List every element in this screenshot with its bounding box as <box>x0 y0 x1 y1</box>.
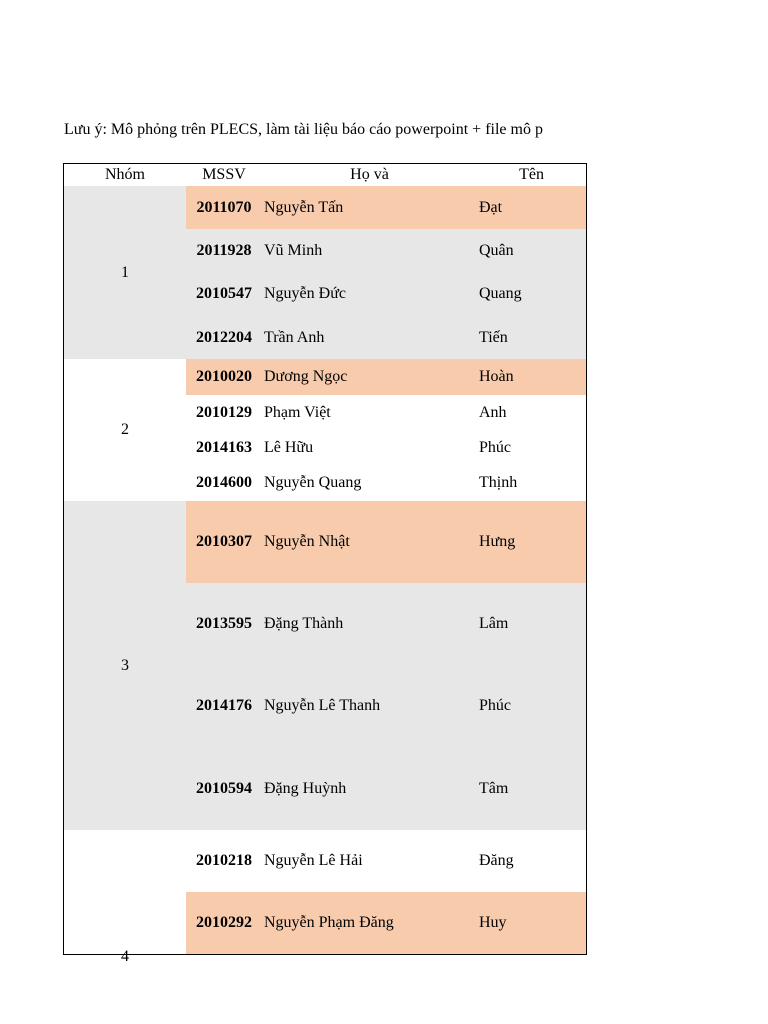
ho-cell-text: Nguyễn Đức <box>264 285 346 302</box>
group-cell-2-text: 2 <box>121 421 129 438</box>
mssv-cell-text: 2010547 <box>196 285 252 302</box>
ho-cell <box>262 892 478 955</box>
ho-cell <box>262 465 478 502</box>
header-group <box>63 163 187 187</box>
ten-cell-text: Phúc <box>479 438 511 456</box>
mssv-cell-text: 2012204 <box>196 328 252 346</box>
ten-cell-text: Tâm <box>479 779 509 797</box>
ten-cell-text: Tiến <box>479 328 508 346</box>
mssv-cell <box>186 501 263 584</box>
ten-cell <box>477 359 587 396</box>
ten-cell <box>477 430 587 466</box>
ho-cell <box>262 430 478 466</box>
mssv-cell-text: 2014163 <box>196 438 252 456</box>
ho-cell <box>262 501 478 584</box>
ten-cell-text: Đạt <box>479 198 503 216</box>
mssv-cell-text: 2011928 <box>196 241 252 259</box>
ho-cell <box>262 665 478 748</box>
ten-cell-text: Lâm <box>479 615 509 632</box>
mssv-cell <box>186 272 263 317</box>
header-ho <box>262 163 478 187</box>
ho-cell-text: Phạm Việt <box>264 403 331 421</box>
ho-cell-text: Nguyễn Lê Thanh <box>264 697 381 714</box>
ho-cell-text: Trần Anh <box>264 328 325 346</box>
ten-cell-text: Anh <box>479 403 507 421</box>
ten-cell <box>477 583 587 666</box>
group-cell-4 <box>63 830 187 965</box>
ho-cell <box>262 186 478 230</box>
ten-cell <box>477 830 587 893</box>
ho-cell-text: Vũ Minh <box>264 241 323 259</box>
ho-cell <box>262 316 478 360</box>
ho-cell <box>262 830 478 893</box>
ten-cell <box>477 272 587 317</box>
group-cell-1-text: 1 <box>121 263 129 281</box>
ho-cell-text: Nguyễn Phạm Đăng <box>264 914 394 931</box>
ten-cell-text: Quang <box>479 285 522 302</box>
mssv-cell <box>186 830 263 893</box>
ho-cell <box>262 583 478 666</box>
ho-cell <box>262 272 478 317</box>
group-cell-2 <box>63 359 187 502</box>
mssv-cell <box>186 465 263 502</box>
header-mssv <box>186 163 263 187</box>
mssv-cell-text: 2010292 <box>196 914 252 931</box>
ten-cell-text: Phúc <box>479 697 511 714</box>
ho-cell-text: Nguyễn Nhật <box>264 533 350 550</box>
ho-cell-text: Lê Hữu <box>264 438 314 456</box>
ho-cell <box>262 747 478 831</box>
mssv-cell-text: 2010307 <box>196 533 252 550</box>
ten-cell-text: Hoàn <box>479 368 514 385</box>
group-cell-1 <box>63 186 187 360</box>
mssv-cell <box>186 359 263 396</box>
header-ten-text: Tên <box>519 166 544 183</box>
ten-cell-text: Hưng <box>479 533 516 550</box>
ten-cell <box>477 316 587 360</box>
group-cell-3 <box>63 501 187 831</box>
ho-cell-text: Đặng Huỳnh <box>264 779 347 797</box>
group-cell-4-text: 4 <box>121 948 129 965</box>
ten-cell-text: Thịnh <box>479 474 518 491</box>
header-mssv-text: MSSV <box>202 166 246 183</box>
header-ho-text: Họ và <box>350 166 389 183</box>
ho-cell <box>262 359 478 396</box>
mssv-cell <box>186 892 263 955</box>
ten-cell-text: Huy <box>479 914 507 931</box>
ten-cell-text: Quân <box>479 241 514 259</box>
header-ten <box>477 163 587 187</box>
ho-cell-text: Nguyễn Quang <box>264 474 362 491</box>
mssv-cell-text: 2014600 <box>196 474 252 491</box>
ho-cell <box>262 395 478 431</box>
ten-cell <box>477 501 587 584</box>
ho-cell-text: Nguyễn Lê Hải <box>264 852 363 869</box>
mssv-cell-text: 2011070 <box>196 198 252 216</box>
ten-cell <box>477 747 587 831</box>
mssv-cell <box>186 316 263 360</box>
group-cell-3-text: 3 <box>121 656 129 674</box>
ho-cell <box>262 229 478 273</box>
mssv-cell <box>186 395 263 431</box>
ho-cell-text: Dương Ngọc <box>264 368 348 385</box>
mssv-cell-text: 2010218 <box>196 852 252 869</box>
header-group-text: Nhóm <box>105 166 145 183</box>
ten-cell <box>477 395 587 431</box>
mssv-cell-text: 2010020 <box>196 368 252 385</box>
note-text: Lưu ý: Mô phỏng trên PLECS, làm tài liệu báo cáo powerpoint + file mô p <box>64 121 543 138</box>
ho-cell-text: Nguyễn Tấn <box>264 198 344 216</box>
mssv-cell <box>186 186 263 230</box>
ten-cell <box>477 465 587 502</box>
mssv-cell <box>186 747 263 831</box>
ten-cell-text: Đăng <box>479 852 514 869</box>
ten-cell <box>477 665 587 748</box>
ho-cell-text: Đặng Thành <box>264 615 344 632</box>
mssv-cell <box>186 430 263 466</box>
mssv-cell <box>186 229 263 273</box>
mssv-cell-text: 2010129 <box>196 403 252 421</box>
mssv-cell <box>186 583 263 666</box>
mssv-cell-text: 2013595 <box>196 615 252 632</box>
mssv-cell-text: 2010594 <box>196 779 252 797</box>
mssv-cell <box>186 665 263 748</box>
ten-cell <box>477 186 587 230</box>
mssv-cell-text: 2014176 <box>196 697 252 714</box>
ten-cell <box>477 229 587 273</box>
ten-cell <box>477 892 587 955</box>
